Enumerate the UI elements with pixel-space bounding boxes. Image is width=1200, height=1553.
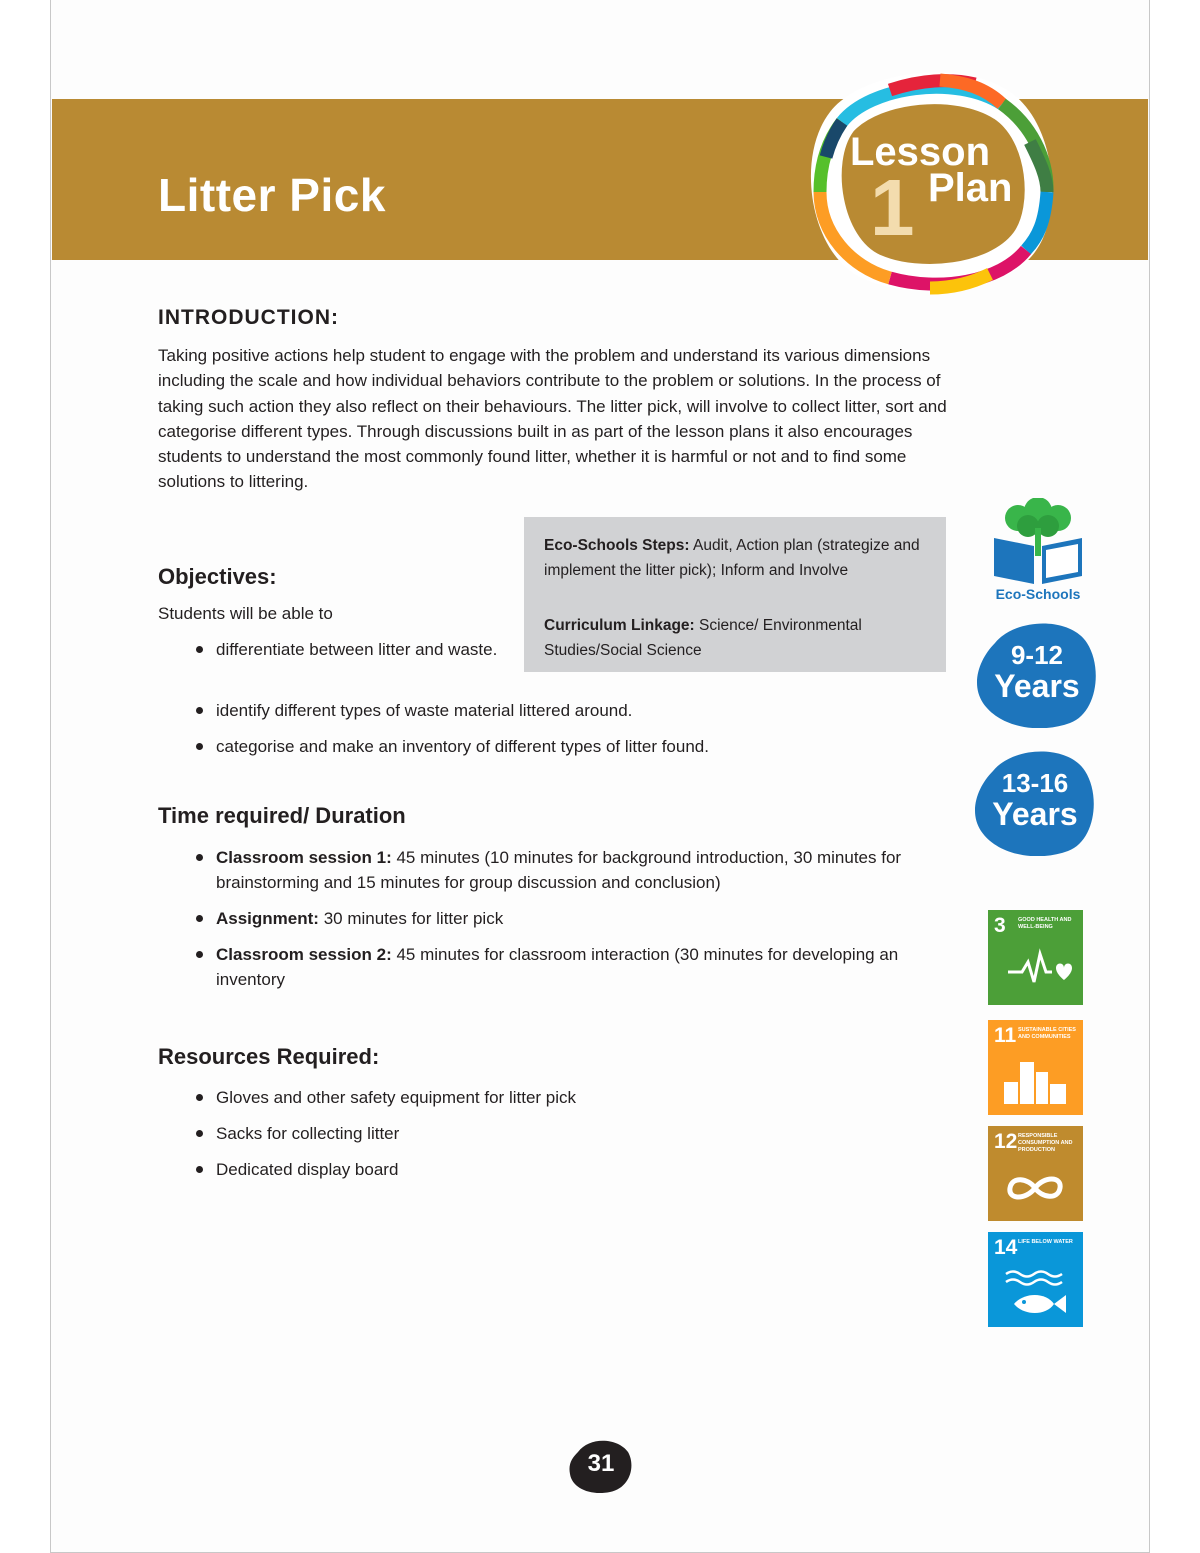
tree-book-icon xyxy=(988,498,1088,588)
objectives-list-2 xyxy=(190,698,930,770)
list-item: Sacks for collecting litter xyxy=(190,1121,910,1146)
sdg-number: 11 xyxy=(994,1024,1017,1047)
objectives-heading: Objectives: xyxy=(158,564,277,589)
list-item xyxy=(190,906,910,931)
lesson-plan-badge xyxy=(790,62,1060,302)
age-unit: Years xyxy=(994,668,1080,704)
list-item xyxy=(190,942,910,992)
list-item: Gloves and other safety equipment for litter pick xyxy=(190,1085,910,1110)
eco-schools-label: Eco-Schools xyxy=(995,586,1081,602)
heartbeat-icon xyxy=(988,910,1083,1005)
age-group-9-12-badge xyxy=(975,618,1099,728)
eco-schools-logo xyxy=(988,498,1088,608)
sdg-caption: RESPONSIBLE CONSUMPTION AND PRODUCTION xyxy=(1018,1133,1073,1153)
list-item: identify different types of waste material littered around. xyxy=(190,698,930,723)
sdg-11-tile xyxy=(988,1020,1083,1115)
introduction-text: Taking positive actions help student to engage with the problem and understand its various dimensions including the scale and how individual behaviors contribute to the problem or solutions. In the process of taking such action they also reflect on their behaviours. The litter pick, will involve to collect litter, sort and categorise different types. Through discussions built in as part of the lesson plans it also encourages students to understand the most commonly found litter, whether it is harmful or not and to find some solutions to littering. xyxy=(158,346,947,492)
badge-plan-text: Plan xyxy=(928,166,1013,210)
duration-item-text: 30 minutes for litter pick xyxy=(318,909,504,928)
list-item: Dedicated display board xyxy=(190,1157,910,1182)
objectives-list-1 xyxy=(190,637,510,673)
sdg-12-tile xyxy=(988,1126,1083,1221)
age-group-13-16-badge xyxy=(973,746,1097,856)
sdg-caption: SUSTAINABLE CITIES AND COMMUNITIES xyxy=(1018,1027,1076,1040)
duration-item-label: Classroom session 2: xyxy=(216,945,392,964)
page-number: 31 xyxy=(587,1450,615,1477)
introduction-heading: INTRODUCTION: xyxy=(158,306,339,329)
age-unit: Years xyxy=(992,796,1078,832)
duration-list xyxy=(190,845,910,1003)
sdg-number: 14 xyxy=(994,1236,1018,1259)
eco-schools-steps xyxy=(544,533,934,583)
sdg-14-tile xyxy=(988,1232,1083,1327)
fish-waves-icon xyxy=(988,1232,1083,1327)
resources-heading: Resources Required: xyxy=(158,1044,380,1069)
eco-schools-steps-text: Audit, Action plan (strategize and implement the litter pick); Inform and Involve xyxy=(544,537,920,579)
sdg-number: 12 xyxy=(994,1130,1018,1153)
duration-item-text: 45 minutes (10 minutes for background introduction, 30 minutes for brainstorming and 15 minutes for group discussion and conclusion) xyxy=(216,848,902,892)
duration-item-label: Classroom session 1: xyxy=(216,848,392,867)
city-buildings-icon xyxy=(988,1020,1083,1115)
list-item xyxy=(190,845,910,895)
duration-item-label: Assignment: xyxy=(216,909,319,928)
page-number-badge xyxy=(568,1438,634,1494)
sdg-number: 3 xyxy=(994,914,1006,937)
list-item: differentiate between litter and waste. xyxy=(190,637,510,662)
infinity-icon xyxy=(988,1126,1083,1221)
curriculum-linkage-label: Curriculum Linkage: xyxy=(544,617,695,634)
duration-heading: Time required/ Duration xyxy=(158,803,406,828)
list-item: categorise and make an inventory of different types of litter found. xyxy=(190,734,930,759)
sdg-color-ring-icon xyxy=(790,62,1060,302)
curriculum-linkage xyxy=(544,613,934,663)
age-range: 13-16 xyxy=(1001,768,1069,798)
sdg-caption: LIFE BELOW WATER xyxy=(1018,1239,1073,1245)
sdg-3-tile xyxy=(988,910,1083,1005)
badge-lesson-number: 1 xyxy=(870,163,915,252)
badge-lesson-text: Lesson xyxy=(850,130,991,174)
age-range: 9-12 xyxy=(1010,640,1064,670)
sdg-caption: GOOD HEALTH AND WELL-BEING xyxy=(1018,917,1072,930)
curriculum-linkage-text: Science/ Environmental Studies/Social Science xyxy=(544,617,862,659)
eco-schools-steps-label: Eco-Schools Steps: xyxy=(544,537,690,554)
duration-item-text: 45 minutes for classroom interaction (30 minutes for developing an inventory xyxy=(216,945,899,989)
resources-list xyxy=(190,1085,910,1193)
eco-schools-info-box xyxy=(524,517,946,672)
page-title: Litter Pick xyxy=(158,169,386,221)
objectives-lead: Students will be able to xyxy=(158,604,333,623)
